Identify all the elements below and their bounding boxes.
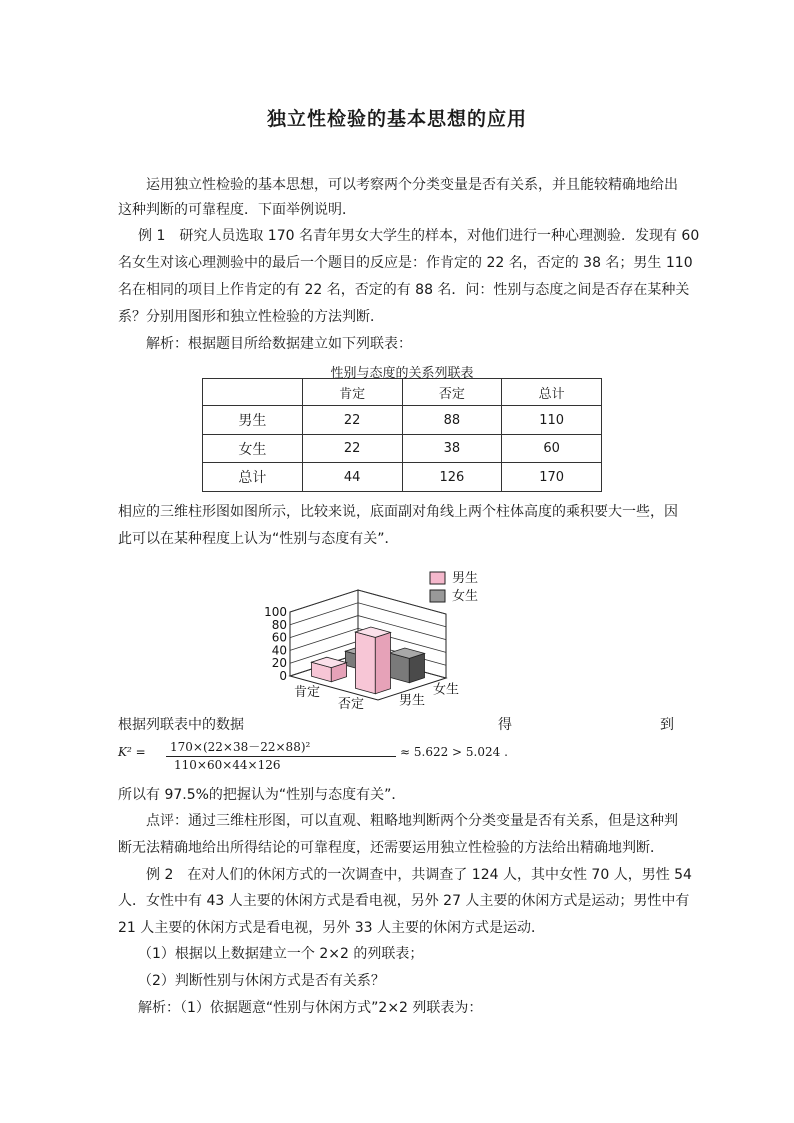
legend-label: 男生 — [452, 571, 479, 586]
table-cell: 110 — [502, 406, 602, 435]
table-cell: 44 — [302, 463, 402, 492]
bar-front-face — [355, 632, 375, 694]
example2-question-1: （1）根据以上数据建立一个 2×2 的列联表； — [138, 946, 424, 962]
table-cell: 22 — [302, 406, 402, 435]
table-row — [203, 463, 602, 492]
intro-line-2: 这种判断的可靠程度．下面举例说明． — [118, 202, 356, 218]
x-category-label: 肯定 — [294, 685, 321, 700]
example1-line-4: 系？分别用图形和独立性检验的方法判断． — [118, 309, 384, 325]
after-chart-mid: 得 — [498, 717, 512, 733]
z-tick-label: 60 — [271, 630, 287, 645]
table-cell: 22 — [302, 434, 402, 463]
example2-line-2: 人．女性中有 43 人主要的休闲方式是看电视，另外 27 人主要的休闲方式是运动；男性中有 — [118, 893, 690, 909]
example2-analysis: 解析：（1）依据题意“性别与休闲方式”2×2 列联表为： — [138, 1000, 483, 1016]
formula-lhs: K² = — [118, 745, 146, 759]
z-tick-label: 20 — [271, 656, 287, 671]
formula-numerator: 170×(22×38－22×88)² — [170, 740, 311, 754]
table-row — [203, 406, 602, 435]
table-row-header: 女生 — [203, 434, 303, 463]
table-header-cell: 总计 — [502, 379, 602, 406]
table-header-cell: 肯定 — [302, 379, 402, 406]
table-row-header: 总计 — [203, 463, 303, 492]
fraction-bar — [166, 756, 396, 757]
example1-line-3: 名在相同的项目上作肯定的有 22 名，否定的有 88 名．问：性别与态度之间是否存在某种关 — [118, 282, 690, 298]
table-header-row — [203, 379, 602, 406]
x-category-label: 否定 — [338, 697, 365, 712]
table-row — [203, 434, 602, 463]
example1-line-2: 名女生对该心理测验中的最后一个题目的反应是：作肯定的 22 名，否定的 38 名；男生 110 — [118, 255, 693, 271]
comment-line-2: 断无法精确地给出所得结论的可靠程度，还需要运用独立性检验的方法给出精确地判断． — [118, 840, 664, 856]
table-cell: 170 — [502, 463, 602, 492]
bar-chart-3d — [260, 564, 500, 712]
table-cell: 38 — [402, 434, 502, 463]
table-header-cell — [203, 379, 303, 406]
formula-result: ≈ 5.622 > 5.024 . — [400, 745, 508, 759]
after-chart-left: 根据列联表中的数据 — [118, 717, 244, 733]
example2-line-3: 21 人主要的休闲方式是看电视，另外 33 人主要的休闲方式是运动． — [118, 920, 545, 936]
table-header-cell: 否定 — [402, 379, 502, 406]
z-tick-label: 40 — [271, 643, 287, 658]
legend-label: 女生 — [452, 589, 479, 604]
example1-line-1: 例 1 研究人员选取 170 名青年男女大学生的样本，对他们进行一种心理测验．发现有 60 — [138, 228, 700, 244]
example2-line-1: 例 2 在对人们的休闲方式的一次调查中，共调查了 124 人，其中女性 70 人，男性 54 — [146, 867, 692, 883]
z-tick-label: 0 — [279, 669, 287, 683]
z-tick-label: 100 — [264, 605, 287, 619]
formula-denominator: 110×60×44×126 — [174, 758, 281, 772]
after-chart-right: 到 — [660, 717, 674, 733]
contingency-table — [202, 378, 602, 492]
depth-category-label: 女生 — [433, 682, 460, 698]
intro-line-1: 运用独立性检验的基本思想，可以考察两个分类变量是否有关系，并且能较精确地给出 — [146, 177, 678, 193]
after-table-line-1: 相应的三维柱形图如图所示，比较来说，底面副对角线上两个柱体高度的乘积要大一些，因 — [118, 504, 678, 520]
depth-category-label: 男生 — [399, 693, 426, 709]
legend-swatch — [430, 590, 445, 602]
comment-line-1: 点评：通过三维柱形图，可以直观、粗略地判断两个分类变量是否有关系，但是这种判 — [146, 813, 678, 829]
example2-question-2: （2）判断性别与休闲方式是否有关系？ — [138, 973, 385, 989]
legend-swatch — [430, 572, 445, 584]
after-chart-line — [118, 716, 674, 734]
table-cell: 88 — [402, 406, 502, 435]
after-table-line-2: 此可以在某种程度上认为“性别与态度有关”． — [118, 531, 399, 547]
table-row-header: 男生 — [203, 406, 303, 435]
example1-analysis: 解析：根据题目所给数据建立如下列联表： — [146, 336, 412, 352]
table-cell: 60 — [502, 434, 602, 463]
bar-side-face — [375, 632, 390, 693]
table1-caption: 性别与态度的关系列联表 — [330, 366, 474, 381]
page-title: 独立性检验的基本思想的应用 — [266, 108, 527, 130]
k-squared-formula — [118, 738, 518, 778]
z-tick-label: 80 — [271, 617, 287, 632]
table-cell: 126 — [402, 463, 502, 492]
conclusion-line: 所以有 97.5%的把握认为“性别与态度有关”． — [118, 787, 406, 803]
